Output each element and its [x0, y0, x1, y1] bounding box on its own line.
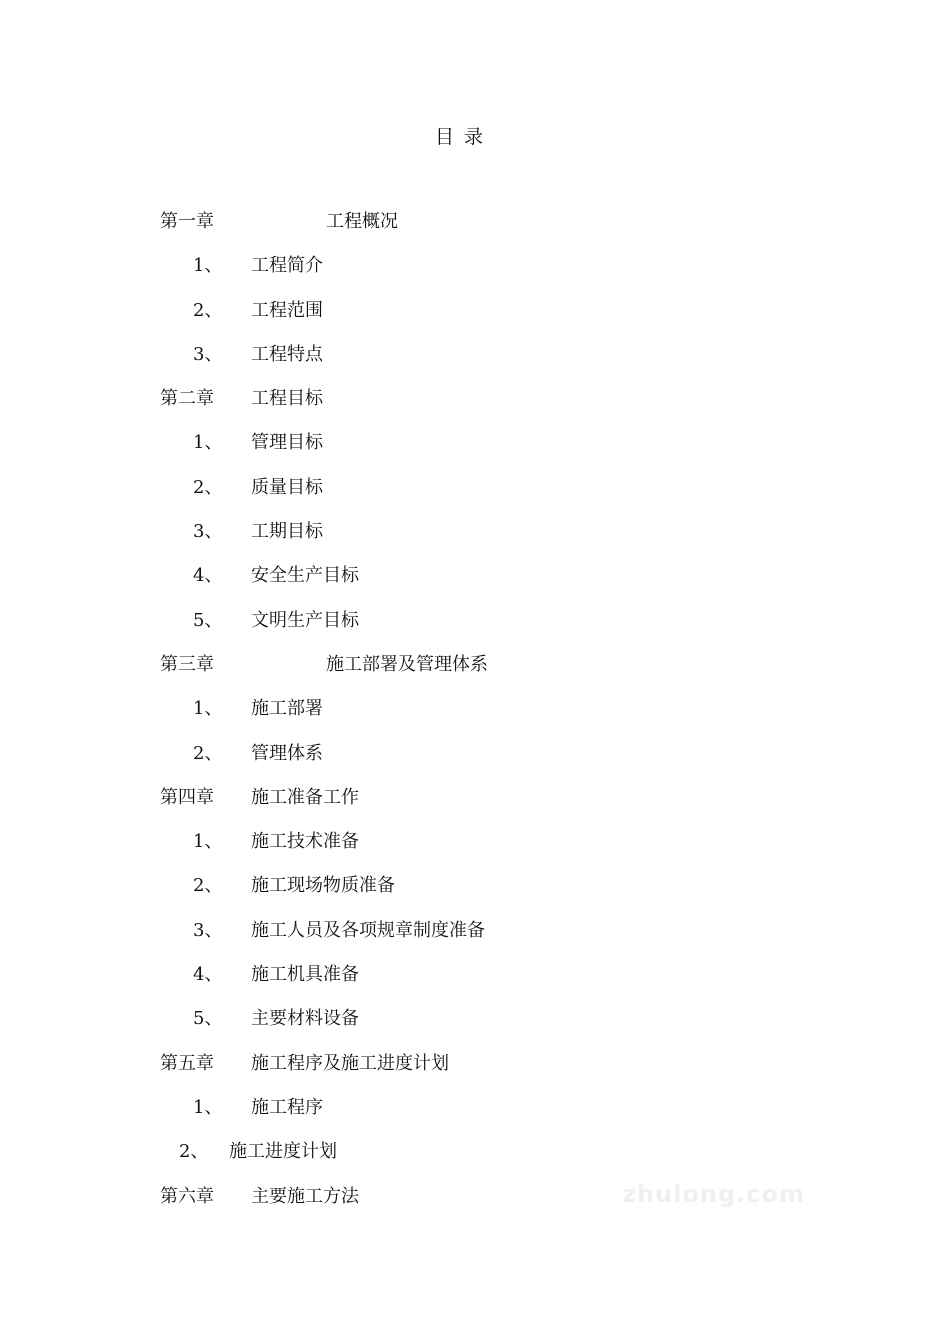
item-number: 4、 [193, 964, 223, 986]
item-title: 工程特点 [251, 343, 323, 365]
toc-chapter-1[interactable] [0, 208, 950, 252]
chapter-number: 第六章 [160, 1185, 214, 1207]
chapter-number: 第二章 [160, 388, 214, 410]
item-title: 安全生产目标 [251, 565, 359, 587]
chapter-title: 施工程序及施工进度计划 [251, 1052, 449, 1074]
item-number: 2、 [179, 1141, 209, 1163]
item-number: 3、 [193, 521, 223, 543]
item-number: 2、 [193, 875, 223, 897]
toc-item[interactable] [0, 474, 950, 518]
item-title: 施工人员及各项规章制度准备 [251, 919, 485, 941]
toc-chapter-5[interactable] [0, 1050, 950, 1094]
chapter-number: 第三章 [160, 653, 214, 675]
item-number: 2、 [193, 476, 223, 498]
item-number: 1、 [193, 255, 223, 277]
chapter-number: 第五章 [160, 1052, 214, 1074]
item-title: 施工机具准备 [251, 964, 359, 986]
toc-item[interactable] [0, 917, 950, 961]
item-title: 质量目标 [251, 476, 323, 498]
chapter-title: 工程目标 [251, 388, 323, 410]
toc-item[interactable] [0, 607, 950, 651]
toc-chapter-3[interactable] [0, 651, 950, 695]
chapter-number: 第四章 [160, 786, 214, 808]
chapter-number: 第一章 [160, 211, 214, 232]
item-number: 5、 [193, 1008, 223, 1030]
item-title: 文明生产目标 [251, 609, 359, 631]
toc-item[interactable] [0, 828, 950, 872]
item-number: 2、 [193, 299, 223, 321]
toc-chapter-4[interactable] [0, 784, 950, 828]
item-number: 1、 [193, 1096, 223, 1118]
item-title: 主要材料设备 [251, 1008, 359, 1030]
toc-item[interactable] [0, 562, 950, 606]
toc-item[interactable] [0, 872, 950, 916]
item-title: 施工程序 [251, 1096, 323, 1118]
item-title: 施工现场物质准备 [251, 875, 395, 897]
toc-item[interactable] [0, 518, 950, 562]
toc-item[interactable] [0, 740, 950, 784]
toc-item[interactable] [0, 252, 950, 296]
item-title: 工程简介 [251, 255, 323, 277]
item-title: 施工技术准备 [251, 831, 359, 853]
item-number: 3、 [193, 919, 223, 941]
toc-item[interactable] [0, 297, 950, 341]
toc-title: 目 录 [434, 126, 486, 148]
toc-item[interactable] [0, 429, 950, 473]
item-title: 施工部署 [251, 698, 323, 720]
watermark: zhulong.com [622, 1180, 805, 1208]
item-number: 3、 [193, 343, 223, 365]
item-title: 管理目标 [251, 432, 323, 454]
chapter-title: 工程概况 [326, 211, 398, 232]
chapter-title: 施工准备工作 [251, 786, 359, 808]
toc-item[interactable] [0, 961, 950, 1005]
table-of-contents [0, 208, 950, 1227]
item-number: 1、 [193, 698, 223, 720]
chapter-title: 施工部署及管理体系 [326, 653, 488, 675]
item-title: 管理体系 [251, 742, 323, 764]
item-title: 施工进度计划 [229, 1141, 337, 1163]
chapter-title: 主要施工方法 [251, 1185, 359, 1207]
item-number: 1、 [193, 831, 223, 853]
toc-chapter-6[interactable] [0, 1183, 950, 1227]
item-number: 4、 [193, 565, 223, 587]
toc-chapter-2[interactable] [0, 385, 950, 429]
item-title: 工期目标 [251, 521, 323, 543]
toc-item[interactable] [0, 695, 950, 739]
item-number: 1、 [193, 432, 223, 454]
item-number: 5、 [193, 609, 223, 631]
toc-item[interactable] [0, 1138, 950, 1182]
item-title: 工程范围 [251, 299, 323, 321]
toc-item[interactable] [0, 1005, 950, 1049]
item-number: 2、 [193, 742, 223, 764]
toc-item[interactable] [0, 341, 950, 385]
toc-item[interactable] [0, 1094, 950, 1138]
